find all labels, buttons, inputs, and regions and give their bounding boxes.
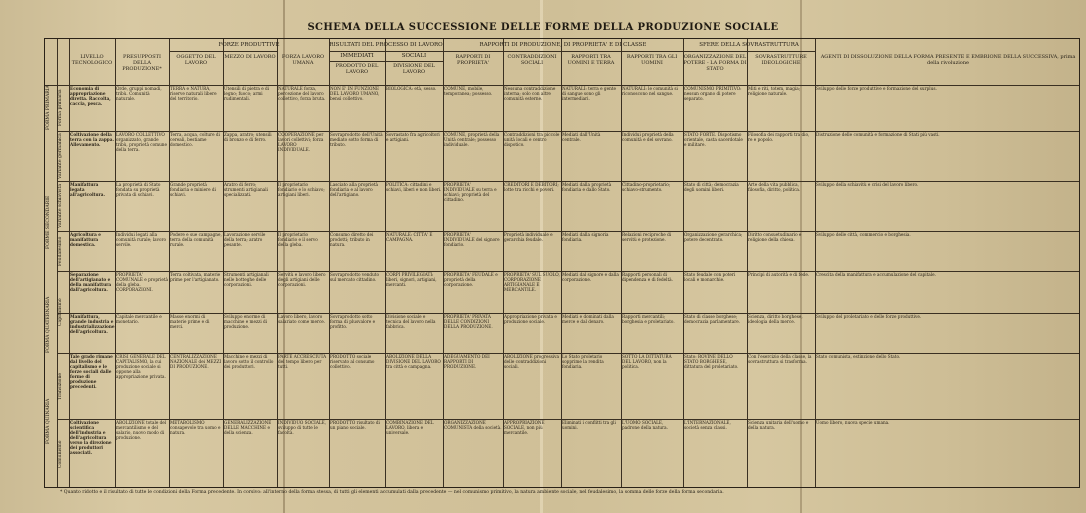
presupposti-cell: ABOLIZIONE totale del mercantilismo e del salario, nuovo modo di produzione. [116,420,167,441]
body-cell: Zappa, aratro; utensili di bronzo e di ferro. [224,132,272,143]
body-cell: Principi di autorità e di fede. [748,272,810,277]
body-cell: NATURALE: CITTA' E CAMPAGNA. [386,232,433,243]
row-group-label: FORMA PRIMARIA [46,85,51,131]
body-cell: Mediati e dominati dalla merce e dal denaro. [562,314,614,325]
body-cell: Sviluppo delle forze produttive e formazione del surplus. [816,86,937,91]
body-cell: GENERALIZZAZIONE DELLE MACCHINE e della scienza. [224,420,272,436]
header-divider [443,51,683,52]
body-cell: Sovrastato fra agricoltori e artigiani. [386,132,440,143]
body-cell: CORPI PRIVILEGIATI: liberi, signori, artigiani, mercanti. [386,272,437,288]
row-label: Variante schiavista [58,183,63,229]
body-cell: SOTTO LA DITTATURA DEL LAVORO, non la politica. [622,354,672,370]
column-header: RAPPORTI DI PROPRIETA' [455,54,491,66]
row-label: Variante germanica [58,133,63,179]
body-cell: Proprietà individuale e gerarchia feudale. [504,232,553,243]
body-cell: NON E' IN FUNZIONE DEL LAVORO UMANO, bensì collettivo. [330,86,380,102]
level-cell: Agricoltura e manifattura domestica. [70,232,101,248]
body-cell: PRODOTTO sociale riservato al consumo collettivo. [330,354,375,370]
body-cell: Lavoro libero, lavoro salariato come merce. [278,314,326,325]
body-cell: Stato di città; democrazia degli uomini liberi. [684,182,739,193]
header-divider [169,51,277,52]
body-cell: COOPERAZIONE per lavori collettivi; forza LAVORO INDIVIDUALE. [278,132,324,153]
body-cell: NATURALI: terra e gente di sangue sono gli intermediari. [562,86,616,102]
body-cell: Il proprietario fondiario e lo schiavo; artigiani liberi. [278,182,325,198]
body-cell: Eliminati i conflitti tra gli uomini. [562,420,616,431]
column-header: RAPPORTI TRA GLI UOMINI [626,54,678,66]
body-cell: PRODOTTO risultato di un piano sociale. [330,420,380,431]
level-cell: Coltivazione della terra con la zappa. Allevamento. [70,132,114,148]
body-cell: Terra coltivata, materie prime per l'artigianato. [170,272,221,283]
row-label: Transizione [58,372,63,400]
row-label: Comunismo [58,440,63,468]
body-cell: PROPRIETA' SUL SUOLO, CORPORAZIONE ARTIGIANALE E MERCANTILE. [504,272,560,293]
body-cell: ORGANIZZAZIONE COMUNISTA della società. [444,420,502,431]
body-cell: Sovraprodotto sotto forma di plusvalore e profitto. [330,314,376,330]
body-cell: Crescita della manifattura e accumulazione del capitale. [816,272,936,277]
body-cell: Stato feudale con poteri locali e monarchie. [684,272,736,283]
body-cell: Rapporti personali di dipendenza e di fedeltà. [622,272,673,283]
body-cell: Terra, acqua, colture di cereali, bestiame domestico. [170,132,220,148]
body-cell: COMUNE, mobile, temporanea; possesso. [444,86,493,97]
body-cell: Stato di classe borghese; democrazia parlamentare. [684,314,741,325]
body-cell: BIOLOGICA: età, sesso. [386,86,437,91]
body-cell: Mediati dalla proprietà fondiaria e dallo Stato. [562,182,612,193]
header-divider [683,51,815,52]
body-cell: Servitù e lavoro libero degli artigiani delle corporazioni. [278,272,326,288]
body-cell: Divisione sociale e tecnica del lavoro nella fabbrica. [386,314,436,330]
column-header: DIVISIONE DEL LAVORO [393,63,435,75]
body-cell: Rapporti mercantili; borghesia e proletariato. [622,314,675,325]
body-cell: PARTE ACCRESCIUTA del tempo libero per tutti. [278,354,327,370]
group-header-risultati: RISULTATI DEL PROCESSO DI LAVORO [329,42,443,48]
body-cell: NATURALI: le comunità si riconoscono nel sangue. [622,86,678,97]
presupposti-cell: Orde, gruppi nomadi, tribù. Comunità naturale. [116,86,162,102]
body-cell: METABOLISMO consapevole tra uomo e natura. [170,420,221,436]
body-cell: Il proprietario fondiario e il servo della gleba. [278,232,318,248]
sub-header-immediati: IMMEDIATI [340,53,374,59]
row-group-label: FORMA QUINARIA [46,398,51,444]
body-cell: Lavorazione servile della terra; aratro pesante. [224,232,266,248]
body-cell: Mediati dal signore e dalla corporazione. [562,272,619,283]
column-header: OGGETTO DEL LAVORO [176,54,216,66]
presupposti-cell: LAVORO COLLETTIVO organizzato, grande tribù, proprietà comune della terra. [116,132,167,153]
body-cell: Sviluppo enorme di macchine e mezzi di produzione. [224,314,268,330]
presupposti-cell: CRISI GENERALE DEL CAPITALISMO, la cui produzione sociale si oppone alla appropriazione privata. [116,354,166,380]
body-cell: Organizzazione gerarchica; potere decentrato. [684,232,743,243]
level-cell: Separazione dell'artigianato e della manifattura dall'agricoltura. [70,272,112,293]
body-cell: Nessuna contraddizione interna; solo con altre comunità esterne. [504,86,556,102]
body-cell: Sviluppo del proletariato e delle forze produttive. [816,314,922,319]
body-cell: Stato comunista, estinzione dello Stato. [816,354,901,359]
body-cell: Utensili di pietra e di legno; fuoco; armi rudimentali. [224,86,270,102]
header-divider [329,51,443,52]
body-cell: Uomo libero, nuova specie umana. [816,420,890,425]
column-header: PRESUPPOSTI DELLA PRODUZIONE* [122,54,162,72]
body-cell: Con l'esercizio della classe, la sovrastruttura si trasforma. [748,354,812,365]
body-cell: Stato: ROVINE DELLO STATO BORGHESE, dittatura del proletariato. [684,354,739,370]
body-cell: Sovraprodotto venduto sul mercato cittadino. [330,272,379,283]
body-cell: Filosofia dei rapporti tra dio, re e popolo. [748,132,810,143]
row-group-label: FORMA QUATERNARIA [46,296,51,353]
column-header: MEZZO DI LAVORO [224,54,276,60]
body-cell: L'UOMO SOCIALE, padrone della natura. [622,420,668,431]
body-cell: Aratro di ferro; strumenti artigianali specializzati. [224,182,268,198]
presupposti-cell: La proprietà di Stato fondata su proprietà privata di schiavi. [116,182,161,198]
body-cell: Relazioni reciproche di servitù e protezione. [622,232,672,243]
presupposti-cell: Capitale mercantile e monetario. [116,314,162,325]
body-cell: Sviluppo della schiavitù e crisi del lavoro libero. [816,182,919,187]
body-cell: ABOLIZIONE DELLA DIVISIONE DEL LAVORO tra città e campagna. [386,354,441,370]
group-header-forze: FORZE PRODUTTIVE [218,42,280,48]
column-header: LIVELLO TECNOLOGICO [71,54,113,66]
body-cell: Mediati dall'Unità centrale. [562,132,601,143]
body-cell: PROPRIETA' INDIVIDUALE su terra e schiavi; proprietà del cittadino. [444,182,497,203]
body-cell: Grande proprietà fondiaria e miniere di schiavi. [170,182,216,198]
row-label: Feudalesimo [58,236,63,266]
body-cell: INDIVIDUO SOCIALE, sviluppo di tutte le facoltà. [278,420,327,436]
body-cell: APPROPRIAZIONE SOCIALE, non più mercantile. [504,420,545,436]
group-header-rapporti: RAPPORTI DI PRODUZIONE, DI PROPRIETA' E DI CLASSE [479,42,647,48]
body-cell: Individui proprietà della comunità e del sovrano. [622,132,674,143]
body-cell: Distruzione delle comunità e formazione di Stati più vasti. [816,132,940,137]
column-header: ORGANIZZAZIONE DEL POTERE - LA FORMA DI STATO [683,54,747,72]
body-cell: COMBINAZIONE DEL LAVORO, libera e universale. [386,420,434,436]
row-label: Capitalismo [58,298,63,326]
body-cell: STATO FORTE. Dispotismo orientale, casta sacerdotale e militare. [684,132,743,148]
body-cell: Consumo diretto dei prodotti; tributo in natura. [330,232,374,248]
body-cell: Arte della vita pubblica, filosofia, diritto, politica. [748,182,801,193]
body-cell: Scienza, diritto borghese, ideologia della merce. [748,314,803,325]
column-header: FORZA LAVORO UMANA [281,54,325,66]
body-cell: Lasciato alla proprietà fondiaria e al lavoro dell'artigiano. [330,182,379,198]
body-cell: PROPRIETA' FEUDALE e proprietà della corporazione. [444,272,498,288]
body-cell: Macchine e mezzi di lavoro sotto il controllo dei produttori. [224,354,274,370]
sub-header-sociali: SOCIALI [401,53,427,59]
body-cell: Mediati dalla signoria fondiaria. [562,232,609,243]
footnote: * Quanto ridotto e il risultato di tutte le condizioni della Forma precedente. In corsivo: all'interno della forma stessa, di tutti gli elementi accumulati dalla precedente — nel comunismo primitivo, la natura ambiente sociale, nel feudalesimo, la somma delle forze della forma secondaria. [60,490,724,495]
body-cell: Cittadino-proprietario; schiavo-strumento. [622,182,671,193]
presupposti-cell: PROPRIETA' COMUNALE e proprietà della gleba. CORPORAZIONI. [116,272,169,293]
column-header: CONTRADDIZIONI SOCIALI [507,54,557,66]
column-header: RAPPORTI TRA UOMINI E TERRA [567,54,615,66]
scheme-table [44,38,1080,488]
level-cell: Manifattura, grande industria e industrializzazione dell'agricoltura. [70,314,115,335]
body-cell: COMUNISMO PRIMITIVO: nessun organo di potere separato. [684,86,742,102]
body-cell: Diritto consuetudinario e religione della chiesa. [748,232,802,243]
body-cell: ADEGUAMENTO DEI RAPPORTI DI PRODUZIONE. [444,354,490,370]
column-header: AGENTI DI DISSOLUZIONE DELLA FORMA PRESENTE E EMBRIONE DELLA SUCCESSIVA, prima della rivoluzione [820,54,1076,66]
body-cell: Contraddizioni tra piccole unità locali e centro dispotico. [504,132,560,148]
group-header-sfere: SFERE DELLA SOVRASTRUTTURA [699,42,799,48]
body-cell: Sviluppo delle città, commercio e borghesia. [816,232,911,237]
level-cell: Coltivazione scientifica dell'industria e dell'agricoltura verso la direzione dei produttori associati. [70,420,112,456]
body-cell: CREDITORI E DEBITORI; lotte tra ricchi e poveri. [504,182,559,193]
body-cell: NATURALE forza, percezione del lavoro collettivo, forza bruta. [278,86,326,102]
row-group-label: FORME SECONDARIE [46,195,51,249]
body-cell: CENTRALIZZAZIONE NAZIONALE dei MEZZI DI PRODUZIONE. [170,354,222,370]
level-cell: Economia di appropriazione diretta. Raccolta, caccia, pesca. [70,86,111,107]
body-cell: PROPRIETA' PRIVATA DELLE CONDIZIONI DELLA PRODUZIONE. [444,314,493,330]
level-cell: Manifattura legata all'agricoltura. [70,182,105,198]
body-cell: Masse enormi di materie prime e di merci. [170,314,210,330]
body-cell: COMUNE, proprietà della Unità centrale; possesso individuale. [444,132,500,148]
body-cell: Strumenti artigianali nelle botteghe delle corporazioni. [224,272,269,288]
body-cell: PROPRIETA' INDIVIDUALE del signore fondiario. [444,232,500,248]
row-label: Forma primaria [58,89,63,127]
header-divider [329,61,443,62]
body-cell: Sovraprodotto dell'Unità mediato sotto forma di tributo. [330,132,383,148]
column-header: SOVRASTRUTTURE IDEOLOGICHE [755,54,807,66]
body-cell: Lo Stato proletario sopprime la rendita fondiaria. [562,354,604,370]
body-cell: Scienza unitaria dell'uomo e della natura. [748,420,809,431]
body-cell: Appropriazione privata e produzione sociale. [504,314,557,325]
body-cell: Podere e sue campagne, terra della comunità rurale. [170,232,222,248]
presupposti-cell: Individui legati alla comunità rurale; lavoro servile. [116,232,167,248]
body-cell: Miti e riti, totem, magia; religione naturale. [748,86,801,97]
body-cell: ABOLIZIONE progressiva delle contraddizioni sociali. [504,354,559,370]
document-title: SCHEMA DELLA SUCCESSIONE DELLE FORME DELLA PRODUZIONE SOCIALE [307,22,779,33]
column-header: PRODOTTO DEL LAVORO [335,63,379,75]
body-cell: TERRA e NATURA, riserve naturali libere del territorio. [170,86,217,102]
level-cell: Tale grado rimane dal livello del capitalismo e le forze sociali dalle forme di produzione precedenti. [70,354,113,390]
body-cell: L'INTERNAZIONALE, società senza classi. [684,420,731,431]
body-cell: POLITICA: cittadini e schiavi, liberi e non liberi. [386,182,442,193]
